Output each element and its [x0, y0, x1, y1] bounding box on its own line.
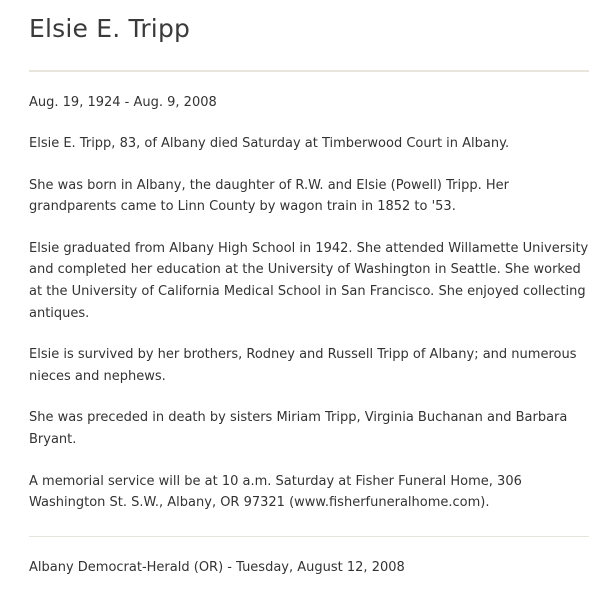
- footer-divider: [29, 536, 589, 537]
- obituary-page: [29, 0, 589, 578]
- paragraph-memorial: A memorial service will be at 10 a.m. Saturday at Fisher Funeral Home, 306 Washington St. S.W., Albany, OR 97321 (www.fisherfuneralhome.com).: [29, 473, 522, 511]
- life-dates: Aug. 19, 1924 - Aug. 9, 2008: [29, 95, 217, 110]
- title-divider: [29, 70, 589, 72]
- paragraph-preceded: She was preceded in death by sisters Miriam Tripp, Virginia Buchanan and Barbara Bryant.: [29, 410, 568, 447]
- paragraph-education: Elsie graduated from Albany High School in 1942. She attended Willamette University and completed her education at the University of Washington in Seattle. She worked at the University of California Medical School in San Francisco. She enjoyed collecting antiques.: [29, 240, 589, 321]
- page-title: Elsie E. Tripp: [29, 14, 191, 43]
- paragraph-survivors: Elsie is survived by her brothers, Rodney and Russell Tripp of Albany; and numerous nieces and nephews.: [29, 347, 577, 384]
- publication-source: Albany Democrat-Herald (OR) - Tuesday, August 12, 2008: [29, 559, 405, 575]
- paragraph-death: Elsie E. Tripp, 83, of Albany died Saturday at Timberwood Court in Albany.: [29, 136, 510, 151]
- paragraph-birth: She was born in Albany, the daughter of R.W. and Elsie (Powell) Tripp. Her grandparents came to Linn County by wagon train in 1852 to '53.: [29, 177, 509, 215]
